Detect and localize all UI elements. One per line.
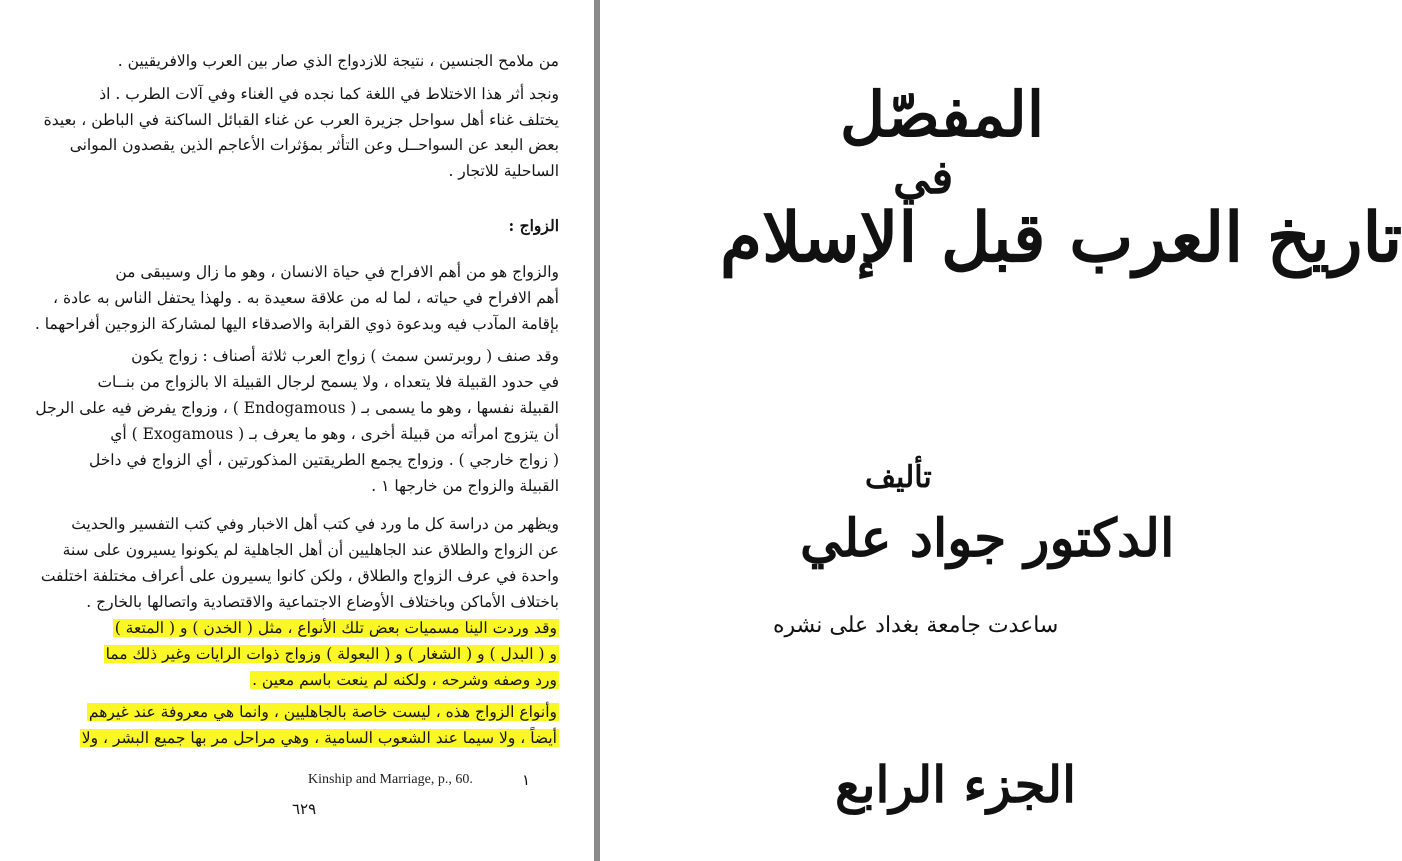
text-line: ( زواج خارجي ) . وزواج يجمع الطريقتين المذكورتين ، أي الزواج في داخل: [88, 451, 559, 469]
text-line: واحدة في عرف الزواج والطلاق ، ولكن كانوا يسيرون على أعراف مختلفة اختلفت: [40, 567, 559, 585]
footnote-text: Kinship and Marriage, p., 60.: [308, 772, 473, 787]
text-line: عن الزواج والطلاق عند الجاهليين أن أهل الجاهلية لم يكونوا يسيرون على سنة: [62, 541, 559, 559]
text-line: باختلاف الأماكن وباختلاف الأوضاع الاجتماعية والاقتصادية واتصالها بالخارج .: [86, 593, 559, 611]
highlighted-line: [104, 643, 559, 665]
text-line: أهم الافراح في حياته ، لما له من علاقة سعيدة به . ولهذا يحتفل الناس به عادة ،: [53, 289, 559, 307]
highlight-mark: وأنواع الزواج هذه ، ليست خاصة بالجاهليين ، وانما هي معروفة عند غيرهم: [88, 703, 557, 721]
left-page: [0, 0, 594, 861]
highlighted-line: [250, 669, 559, 691]
book-title-line3: تاريخ العرب قبل الإسلام: [720, 198, 1402, 278]
highlight-mark: وقد وردت الينا مسميات بعض تلك الأنواع ، مثل ( الخدن ) و ( المتعة ): [114, 619, 557, 637]
text-line: وقد صنف ( روبرتسن سمث ) زواج العرب ثلاثة أصناف : زواج يكون: [131, 347, 559, 365]
book-title-line2: في: [893, 150, 954, 204]
page-number: ٦٢٩: [292, 800, 317, 818]
highlighted-line: [113, 617, 559, 639]
text-line: يختلف غناء أهل سواحل جزيرة العرب عن غناء القبائل الساكنة في الباطن ، بعيدة: [43, 111, 559, 129]
text-line: ونجد أثر هذا الاختلاط في اللغة كما نجده في الغناء وفي آلات الطرب . اذ: [99, 85, 559, 103]
text-line: القبيلة والزواج من خارجها ١ .: [371, 477, 559, 495]
authorship-label: تأليف: [865, 460, 932, 495]
text-line: ويظهر من دراسة كل ما ورد في كتب أهل الاخبار وفي كتب التفسير والحديث: [71, 515, 559, 533]
text-line: والزواج هو من أهم الافراح في حياة الانسان ، وهو ما زال وسيبقى من: [115, 263, 559, 281]
highlight-mark: أيضاً ، ولا سيما عند الشعوب السامية ، وهي مراحل مر بها جميع البشر ، ولا: [81, 729, 557, 747]
highlight-mark: و ( البدل ) و ( الشغار ) و ( البعولة ) وزواج ذوات الرايات وغير ذلك مما: [105, 645, 557, 663]
highlighted-line: [87, 701, 559, 723]
book-title-line1: المفصّل: [840, 78, 1045, 151]
text-line: بعض البعد عن السواحــل وعن التأثر بمؤثرات الأعاجم الذين يقصدون الموانى: [69, 136, 559, 154]
volume-label: الجزء الرابع: [835, 755, 1077, 814]
text-line: من ملامح الجنسين ، نتيجة للازدواج الذي صار بين العرب والافريقيين .: [117, 52, 559, 70]
highlighted-line: [80, 727, 559, 749]
footnote-number: ١: [522, 771, 531, 789]
publisher-note: ساعدت جامعة بغداد على نشره: [773, 613, 1059, 638]
text-line: أن يتزوج امرأته من قبيلة أخرى ، وهو ما يعرف بـ ( Exogamous ) أي: [110, 425, 559, 443]
section-heading: الزواج :: [508, 216, 559, 235]
text-line: القبيلة نفسها ، وهو ما يسمى بـ ( Endogamous ) ، وزواج يفرض فيه على الرجل: [35, 399, 559, 417]
text-line: الساحلية للاتجار .: [448, 162, 559, 180]
highlight-mark: ورد وصفه وشرحه ، ولكنه لم ينعت باسم معين .: [252, 671, 557, 689]
text-line: في حدود القبيلة فلا يتعداه ، ولا يسمح لرجال القبيلة الا بالزواج من بنــات: [97, 373, 559, 391]
text-line: بإقامة المآدب فيه وبدعوة ذوي القرابة والاصدقاء اليها لمشاركة الزوجين أفراحهما .: [34, 315, 559, 333]
author-name: الدكتور جواد علي: [800, 508, 1175, 569]
